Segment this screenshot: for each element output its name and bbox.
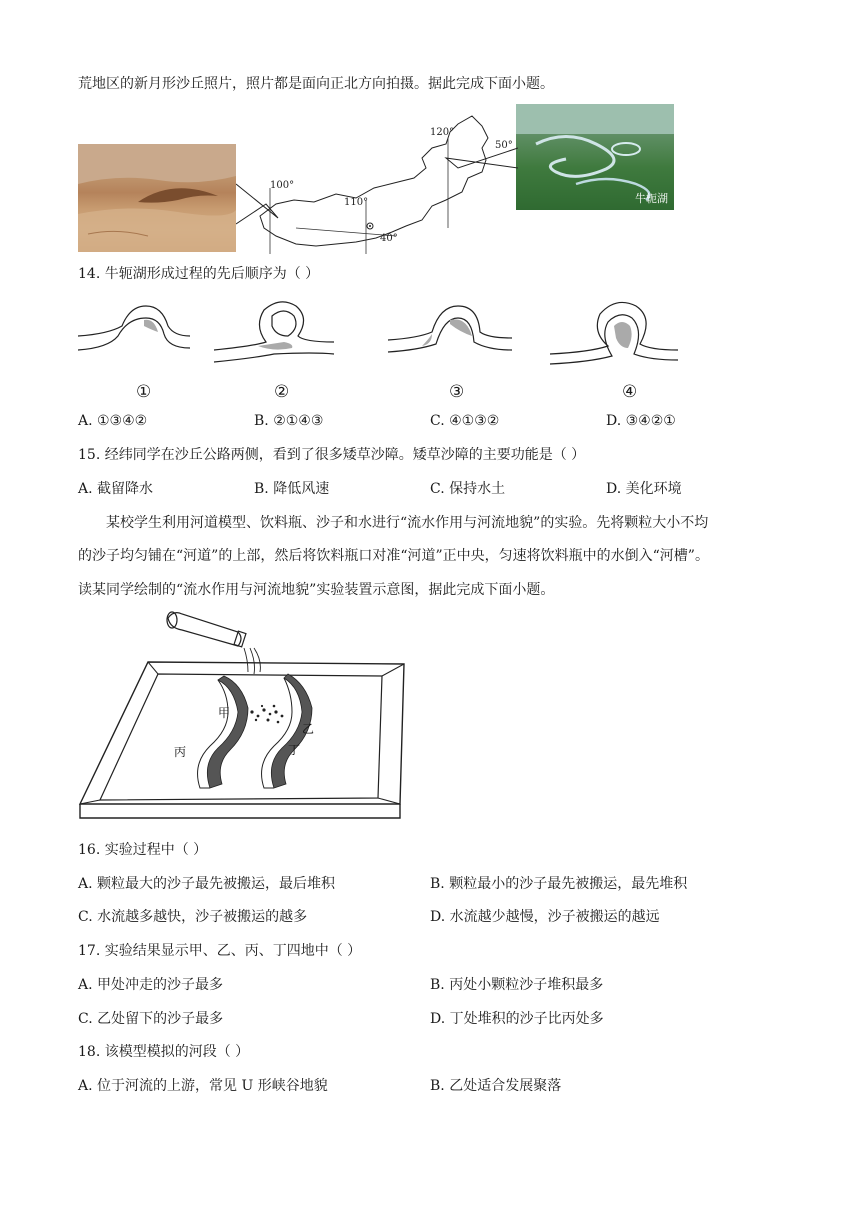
q15-stem: 15. 经纬同学在沙丘公路两侧，看到了很多矮草沙障。矮草沙障的主要功能是（ ） [78,447,586,463]
q17-option-a[interactable]: A. 甲处冲走的沙子最多 [78,977,224,993]
photo-caption: 牛轭湖 [635,192,668,205]
q14-stem: 14. 牛轭湖形成过程的先后顺序为（ ） [78,266,320,282]
label-bing: 丙 [174,745,187,759]
passage-line-2: 的沙子均匀铺在“河道”的上部，然后将饮料瓶口对准“河道”正中央，匀速将饮料瓶中的水倒入“河槽”。 [78,548,709,564]
q16-option-a[interactable]: A. 颗粒最大的沙子最先被搬运，最后堆积 [78,876,336,892]
q16-option-c[interactable]: C. 水流越多越快，沙子被搬运的越多 [78,909,308,925]
q15-option-a[interactable]: A. 截留降水 [78,481,154,497]
q16-option-b[interactable]: B. 颗粒最小的沙子最先被搬运，最先堆积 [430,876,688,892]
q17-option-c[interactable]: C. 乙处留下的沙子最多 [78,1011,224,1027]
q17-option-d[interactable]: D. 丁处堆积的沙子比丙处多 [430,1011,604,1027]
q14-option-b[interactable]: B. ②①④③ [254,413,324,429]
q14-option-c[interactable]: C. ④①③② [430,413,500,429]
q16-stem: 16. 实验过程中（ ） [78,842,208,858]
lon-label-120: 120° [430,127,455,138]
diagram-label-2: ② [274,382,290,402]
experiment-tank-diagram [78,608,408,822]
oxbow-lake-photo [516,104,674,210]
q18-stem: 18. 该模型模拟的河段（ ） [78,1044,250,1060]
label-yi: 乙 [302,722,315,736]
q14-option-a[interactable]: A. ①③④② [78,413,148,429]
passage-line-1: 某校学生利用河道模型、饮料瓶、沙子和水进行“流水作用与河流地貌”的实验。先将颗粒大小不均 [106,515,709,531]
q15-option-b[interactable]: B. 降低风速 [254,481,330,497]
lon-label-110: 110° [344,197,369,208]
label-jia: 甲 [218,706,231,720]
diagram-label-4: ④ [622,382,638,402]
lon-label-100: 100° [270,180,295,191]
q15-option-d[interactable]: D. 美化环境 [606,481,682,497]
label-ding: 丁 [288,743,301,757]
bottle-icon [167,612,260,674]
diagram-label-3: ③ [449,382,465,402]
oxbow-process-diagrams [78,296,678,372]
diagram-label-1: ① [136,382,152,402]
lat-label-40: 40° [380,233,398,244]
intro-text: 荒地区的新月形沙丘照片，照片都是面向正北方向拍摄。据此完成下面小题。 [78,76,554,92]
desert-dune-photo [78,144,236,252]
q15-option-c[interactable]: C. 保持水土 [430,481,506,497]
q17-option-b[interactable]: B. 丙处小颗粒沙子堆积最多 [430,977,604,993]
q18-option-a[interactable]: A. 位于河流的上游，常见 U 形峡谷地貌 [78,1078,328,1094]
lat-label-50: 50° [495,140,513,151]
q14-option-d[interactable]: D. ③④②① [606,413,676,429]
q18-option-b[interactable]: B. 乙处适合发展聚落 [430,1078,562,1094]
q16-option-d[interactable]: D. 水流越少越慢，沙子被搬运的越远 [430,909,660,925]
passage-line-3: 读某同学绘制的“流水作用与河流地貌”实验装置示意图，据此完成下面小题。 [78,582,555,598]
q17-stem: 17. 实验结果显示甲、乙、丙、丁四地中（ ） [78,943,362,959]
